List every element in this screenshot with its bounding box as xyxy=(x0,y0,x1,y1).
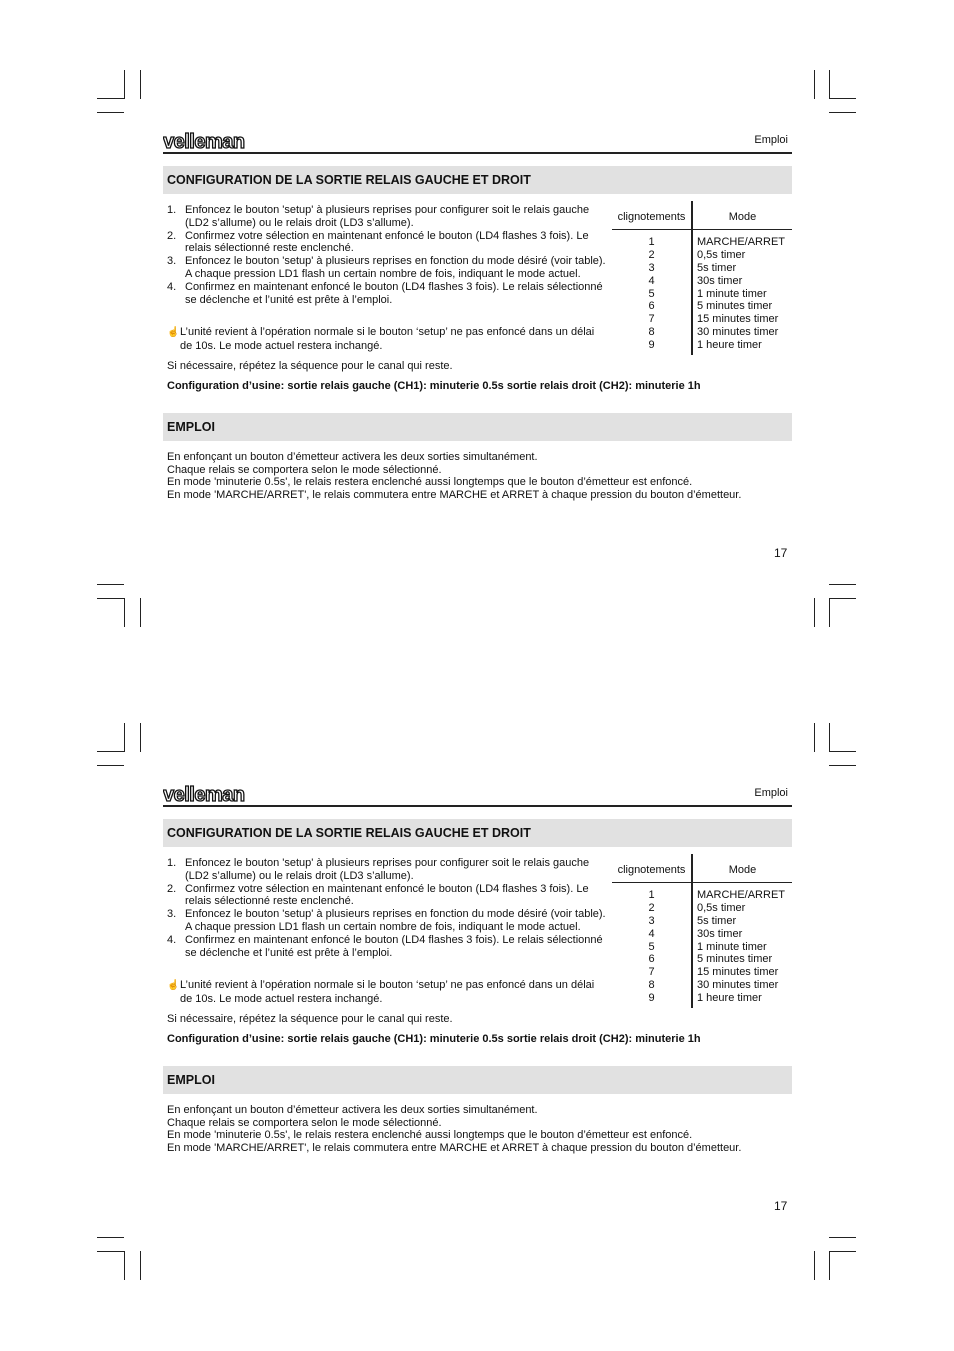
table-cell-count: 2 xyxy=(648,901,655,914)
section-label: Emploi xyxy=(754,134,788,146)
section-label: Emploi xyxy=(754,787,788,799)
table-cell-count: 4 xyxy=(648,927,655,940)
crop-mark xyxy=(829,1237,856,1238)
table-cell-count: 9 xyxy=(648,339,655,352)
crop-mark xyxy=(829,751,856,752)
table-cell-mode: 15 minutes timer xyxy=(697,966,779,979)
crop-mark xyxy=(829,70,830,99)
table-cell-mode: 5s timer xyxy=(697,914,737,927)
paragraph-line: En mode 'MARCHE/ARRET', le relais commutera entre MARCHE et ARRET à chaque pression du bouton d’émetteur. xyxy=(167,1142,742,1155)
config-heading: CONFIGURATION DE LA SORTIE RELAIS GAUCHE ET DROIT xyxy=(163,166,792,194)
crop-mark xyxy=(814,70,815,99)
table-cell-count: 8 xyxy=(648,326,655,339)
crop-mark xyxy=(814,598,815,627)
note: ☝ L’unité revient à l’opération normale si le bouton ‘setup’ ne pas enfoncé dans un délai de 10s. Le mode actuel restera inchangé. xyxy=(167,326,595,352)
table-cell-mode: 5s timer xyxy=(697,261,737,274)
paragraph-line: En enfonçant un bouton d’émetteur activera les deux sorties simultanément. xyxy=(167,1104,538,1116)
emploi-text xyxy=(167,1104,741,1155)
emploi-text xyxy=(167,451,741,502)
crop-mark xyxy=(97,598,124,599)
table-cell-count: 4 xyxy=(648,274,655,287)
table-header-clignotements: clignotements xyxy=(617,211,686,223)
table-cell-mode: 30 minutes timer xyxy=(697,326,779,339)
paragraph-line: En mode 'MARCHE/ARRET', le relais commutera entre MARCHE et ARRET à chaque pression du bouton d’émetteur. xyxy=(167,489,742,502)
crop-mark xyxy=(829,98,856,99)
svg-text:velleman: velleman xyxy=(163,131,245,152)
table-cell-mode: 1 heure timer xyxy=(697,992,762,1005)
pointing-hand-icon: ☝ xyxy=(167,327,180,338)
page-number: 17 xyxy=(774,1199,788,1213)
note: ☝ L’unité revient à l’opération normale si le bouton ‘setup’ ne pas enfoncé dans un délai de 10s. Le mode actuel restera inchangé. xyxy=(167,979,595,1005)
crop-mark xyxy=(140,723,141,752)
table-divider xyxy=(691,201,693,355)
crop-mark xyxy=(829,598,856,599)
paragraph-line: En mode 'minuterie 0.5s', le relais restera enclenché aussi longtemps que le bouton d’émetteur est enfoncé. xyxy=(167,1129,693,1142)
table-cell-mode: MARCHE/ARRET xyxy=(697,236,786,248)
table-cell-mode: 1 minute timer xyxy=(697,287,767,300)
crop-mark xyxy=(97,1237,124,1238)
crop-mark xyxy=(829,584,856,585)
table-header-mode: Mode xyxy=(728,864,757,876)
crop-mark xyxy=(140,598,141,627)
crop-mark xyxy=(124,70,125,99)
table-cell-count: 9 xyxy=(648,992,655,1005)
table-cell-mode: 1 minute timer xyxy=(697,940,767,953)
table-cell-mode: 5 minutes timer xyxy=(697,300,773,313)
paragraph-line: Chaque relais se comportera selon le mode sélectionné. xyxy=(167,1116,442,1129)
list-item: 2. Confirmez votre sélection en maintenant enfoncé le bouton (LD4 flashes 3 fois). Le relais sélectionné reste enclenché. xyxy=(167,882,589,908)
crop-mark xyxy=(829,765,856,766)
table-cell-count: 7 xyxy=(648,313,655,326)
table-cell-mode: 1 heure timer xyxy=(697,339,762,352)
list-item: 1. Enfoncez le bouton 'setup' à plusieurs reprises pour configurer soit le relais gauche (LD2 s’allume) ou le relais droit (LD3 s’allume). xyxy=(167,204,590,229)
config-heading: CONFIGURATION DE LA SORTIE RELAIS GAUCHE ET DROIT xyxy=(163,819,792,847)
table-cell-count: 6 xyxy=(648,300,655,313)
crop-mark xyxy=(97,584,124,585)
list-item: 4. Confirmez en maintenant enfoncé le bouton (LD4 flashes 3 fois). Le relais sélectionné se déclenche et l’unité est prête à l’emploi. xyxy=(167,933,603,959)
table-cell-mode: 15 minutes timer xyxy=(697,313,779,326)
table-cell-mode: 30s timer xyxy=(697,274,743,287)
table-header-mode: Mode xyxy=(728,211,757,223)
table-cell-mode: 30s timer xyxy=(697,927,743,940)
crop-mark xyxy=(814,1251,815,1280)
emploi-heading: EMPLOI xyxy=(163,1066,792,1094)
table-cell-count: 2 xyxy=(648,248,655,261)
header-rule xyxy=(163,805,792,807)
crop-mark xyxy=(124,723,125,752)
crop-mark xyxy=(829,1251,830,1280)
svg-text:velleman: velleman xyxy=(163,784,245,805)
crop-mark xyxy=(829,723,830,752)
crop-mark xyxy=(97,112,124,113)
crop-mark xyxy=(97,98,124,99)
table-cell-count: 1 xyxy=(648,889,655,901)
list-item: 4. Confirmez en maintenant enfoncé le bouton (LD4 flashes 3 fois). Le relais sélectionné se déclenche et l’unité est prête à l’emploi. xyxy=(167,280,603,306)
crop-mark xyxy=(124,1251,125,1280)
table-cell-count: 3 xyxy=(648,261,655,274)
table-cell-count: 3 xyxy=(648,914,655,927)
list-item: 3. Enfoncez le bouton 'setup' à plusieurs reprises en fonction du mode désiré (voir table). A chaque pression LD1 flash un certain nombre de fois, indiquant le mode actuel. xyxy=(167,255,606,280)
table-cell-count: 7 xyxy=(648,966,655,979)
table-cell-count: 6 xyxy=(648,953,655,966)
crop-mark xyxy=(97,765,124,766)
crop-mark xyxy=(829,598,830,627)
mode-table xyxy=(612,159,792,355)
table-cell-count: 5 xyxy=(648,940,655,953)
factory-settings: Configuration d’usine: sortie relais gauche (CH1): minuterie 0.5s sortie relais droit (CH2): minuterie 1h xyxy=(167,1033,701,1045)
table-cell-count: 8 xyxy=(648,979,655,992)
repeat-text: Si nécessaire, répétez la séquence pour le canal qui reste. xyxy=(167,360,453,372)
table-cell-count: 1 xyxy=(648,236,655,248)
crop-mark xyxy=(97,751,124,752)
velleman-logo xyxy=(163,783,255,805)
repeat-text: Si nécessaire, répétez la séquence pour le canal qui reste. xyxy=(167,1013,453,1025)
page-bottom xyxy=(0,653,954,1306)
page-top xyxy=(0,0,954,653)
paragraph-line: En mode 'minuterie 0.5s', le relais restera enclenché aussi longtemps que le bouton d’émetteur est enfoncé. xyxy=(167,476,693,489)
table-cell-mode: 0,5s timer xyxy=(697,248,746,261)
mode-table xyxy=(612,812,792,1008)
paragraph-line: En enfonçant un bouton d’émetteur activera les deux sorties simultanément. xyxy=(167,451,538,463)
crop-mark xyxy=(140,1251,141,1280)
crop-mark xyxy=(124,598,125,627)
list-item: 3. Enfoncez le bouton 'setup' à plusieurs reprises en fonction du mode désiré (voir table). A chaque pression LD1 flash un certain nombre de fois, indiquant le mode actuel. xyxy=(167,908,606,933)
header-rule xyxy=(163,152,792,154)
factory-settings: Configuration d’usine: sortie relais gauche (CH1): minuterie 0.5s sortie relais droit (CH2): minuterie 1h xyxy=(167,380,701,392)
velleman-logo xyxy=(163,130,255,152)
crop-mark xyxy=(829,112,856,113)
pointing-hand-icon: ☝ xyxy=(167,980,180,991)
table-cell-count: 5 xyxy=(648,287,655,300)
crop-mark xyxy=(814,723,815,752)
list-item: 1. Enfoncez le bouton 'setup' à plusieurs reprises pour configurer soit le relais gauche (LD2 s’allume) ou le relais droit (LD3 s’allume). xyxy=(167,857,590,882)
steps-list xyxy=(167,857,607,959)
table-header-rule xyxy=(612,882,792,883)
table-cell-mode: 5 minutes timer xyxy=(697,953,773,966)
table-cell-mode: 30 minutes timer xyxy=(697,979,779,992)
page-number: 17 xyxy=(774,546,788,560)
steps-list xyxy=(167,204,607,306)
table-divider xyxy=(691,854,693,1008)
emploi-heading: EMPLOI xyxy=(163,413,792,441)
crop-mark xyxy=(140,70,141,99)
table-header-rule xyxy=(612,229,792,230)
crop-mark xyxy=(97,1251,124,1252)
table-cell-mode: 0,5s timer xyxy=(697,901,746,914)
table-header-clignotements: clignotements xyxy=(617,864,686,876)
list-item: 2. Confirmez votre sélection en maintenant enfoncé le bouton (LD4 flashes 3 fois). Le relais sélectionné reste enclenché. xyxy=(167,229,589,255)
crop-mark xyxy=(829,1251,856,1252)
table-cell-mode: MARCHE/ARRET xyxy=(697,889,786,901)
paragraph-line: Chaque relais se comportera selon le mode sélectionné. xyxy=(167,463,442,476)
